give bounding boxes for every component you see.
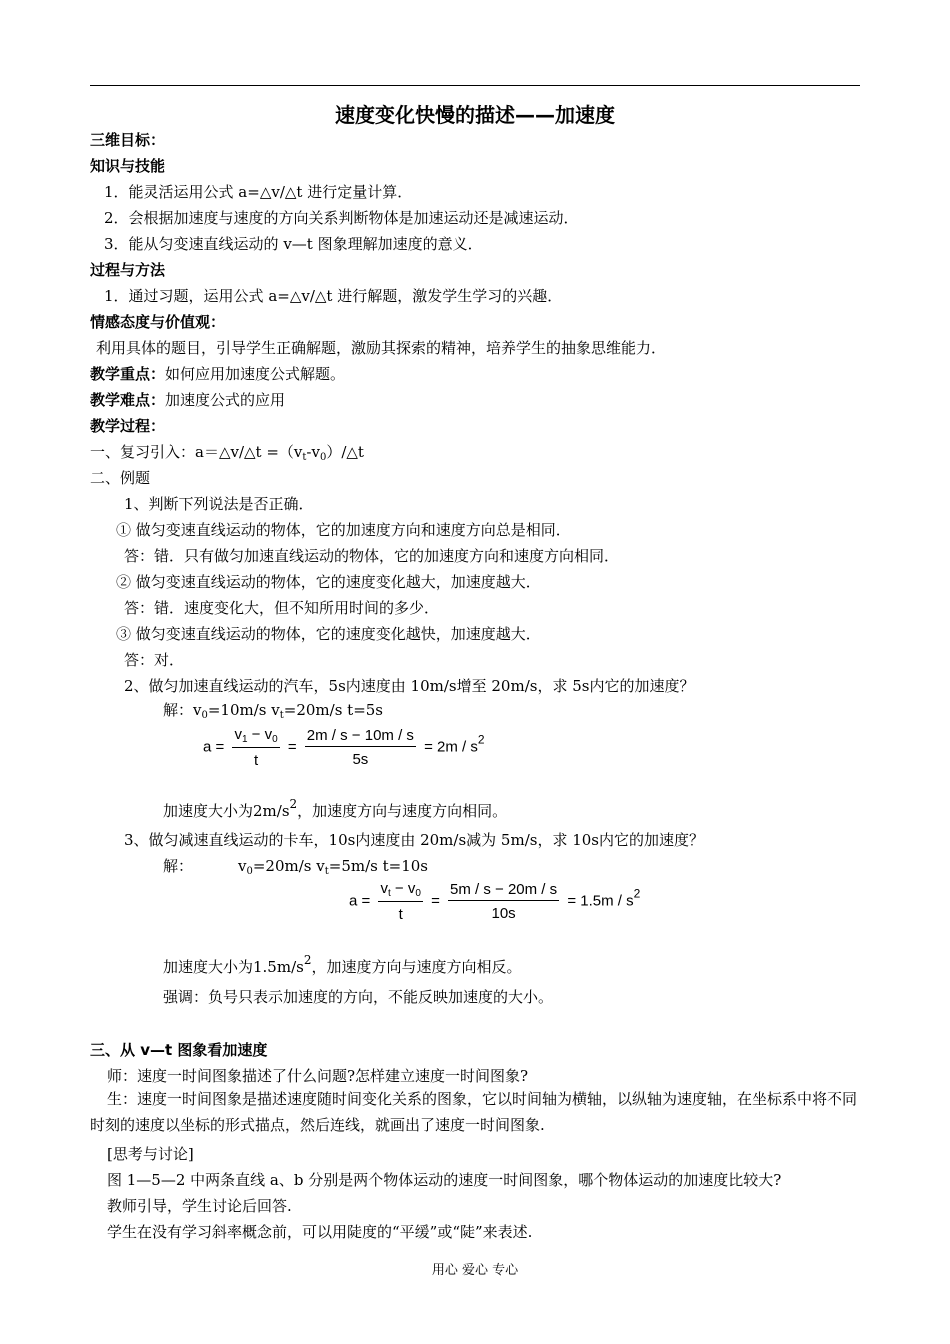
ex2-num1-v: v <box>234 726 242 743</box>
ex2-fraction-1-denominator: t <box>253 752 259 769</box>
ex2-formula <box>203 726 485 769</box>
page-footer: 用心 爱心 专心 <box>431 1263 519 1278</box>
emotion-heading: 情感态度与价值观： <box>90 313 226 331</box>
section3-figure-question: 图 1—5—2 中两条直线 a、b 分别是两个物体运动的速度一时间图象，哪个物体运动的加速度比较大? <box>107 1171 782 1189</box>
ex1-statement-2: ② 做匀变速直线运动的物体，它的速度变化越大，加速度越大． <box>116 573 541 591</box>
ex2-conclusion-post: ，加速度方向与速度方向相同。 <box>297 802 508 820</box>
ex2-formula-result-sup: 2 <box>477 732 485 747</box>
ex3-formula-equals: = <box>431 892 440 910</box>
ex2-conclusion <box>163 794 507 821</box>
ex3-conclusion <box>163 950 522 977</box>
key-point-label: 教学重点： <box>90 365 166 383</box>
ex1-question: 1、判断下列说法是否正确． <box>124 495 314 513</box>
process-heading: 过程与方法 <box>90 261 166 279</box>
ex2-fraction-1-numerator <box>232 726 279 748</box>
knowledge-item-3: 3．能从匀变速直线运动的 v—t 图象理解加速度的意义． <box>104 235 483 253</box>
review-mid: -v <box>306 443 320 461</box>
ex3-emphasis: 强调：负号只表示加速度的方向，不能反映加速度的大小。 <box>163 988 554 1006</box>
knowledge-item-2: 2．会根据加速度与速度的方向关系判断物体是加速运动还是减速运动． <box>104 209 579 227</box>
emotion-text: 利用具体的题目，引导学生正确解题，激励其探索的精神，培养学生的抽象思维能力． <box>96 339 667 357</box>
ex2-given <box>163 700 383 726</box>
section3-slope: 学生在没有学习斜率概念前，可以用陡度的“平缓”或“陡”来表述. <box>107 1223 533 1241</box>
ex2-formula-equals: = <box>287 738 297 756</box>
ex2-num1-rest: − v <box>247 726 273 743</box>
ex3-formula-result-sup: 2 <box>633 886 641 901</box>
ex3-formula-lhs: a = <box>349 892 371 910</box>
ex2-given-prefix: 解：v <box>163 701 202 719</box>
ex3-question: 3、做匀减速直线运动的卡车，10s内速度由 20m/s减为 5m/s，求 10s内它的加速度？ <box>124 831 705 849</box>
process-item-1: 1．通过习题，运用公式 a=△v/△t 进行解题，激发学生学习的兴趣． <box>104 287 563 305</box>
ex1-statement-3: ③ 做匀变速直线运动的物体，它的速度变化越快，加速度越大． <box>116 625 541 643</box>
ex1-answer-3: 答：对． <box>124 651 185 669</box>
review-prefix: 一、复习引入：a＝△v/△t =（v <box>90 443 303 461</box>
ex3-conclusion-sup: 2 <box>303 953 312 967</box>
section3-guide: 教师引导，学生讨论后回答. <box>107 1197 292 1215</box>
ex3-formula-result: = 1.5m / s <box>567 892 634 910</box>
ex3-num1-sub2: 0 <box>415 888 421 899</box>
ex3-given-end: =5m/s t=10s <box>328 857 429 875</box>
examples-heading: 二、例题 <box>90 469 151 487</box>
ex2-num1-sub: 1 <box>241 734 248 745</box>
goals-heading: 三维目标： <box>90 131 166 149</box>
ex3-num1-sub: t <box>387 888 391 899</box>
ex3-fraction-2-numerator: 5m / s − 20m / s <box>448 881 559 901</box>
difficulty <box>90 390 285 410</box>
ex2-conclusion-sup: 2 <box>289 797 298 811</box>
ex3-fraction-1 <box>378 880 422 923</box>
ex3-fraction-2-denominator: 10s <box>491 905 516 922</box>
teaching-process-heading: 教学过程： <box>90 417 166 435</box>
section3-student: 生：速度一时间图象是描述速度随时间变化关系的图象，它以时间轴为横轴，以纵轴为速度轴，在坐标系中将不同时刻的速度以坐标的形式描点，然后连线，就画出了速度一时间图象. <box>90 1090 858 1134</box>
ex2-formula-lhs: a = <box>203 738 225 756</box>
review-suffix: ）/△t <box>326 443 364 461</box>
difficulty-label: 教学难点： <box>90 391 166 409</box>
ex2-given-end: =20m/s t=5s <box>283 701 384 719</box>
ex2-given-subt: t <box>279 710 284 721</box>
ex3-num1-v: v <box>380 880 388 897</box>
ex2-given-mid: =10m/s v <box>207 701 280 719</box>
ex3-given-label: 解： <box>163 857 194 875</box>
ex3-conclusion-pre: 加速度大小为1.5m/s <box>163 958 304 976</box>
ex2-fraction-2-numerator: 2m / s − 10m / s <box>305 727 416 747</box>
ex3-given-v: v <box>238 857 247 875</box>
review-sub-0: 0 <box>319 452 327 463</box>
ex2-conclusion-pre: 加速度大小为2m/s <box>163 802 290 820</box>
ex1-statement-1: ① 做匀变速直线运动的物体，它的加速度方向和速度方向总是相同． <box>116 521 571 539</box>
ex2-question: 2、做匀加速直线运动的汽车，5s内速度由 10m/s增至 20m/s，求 5s内它的加速度？ <box>124 677 695 695</box>
ex1-answer-1: 答：错．只有做匀加速直线运动的物体，它的加速度方向和速度方向相同． <box>124 547 620 565</box>
ex3-given-mid: =20m/s v <box>252 857 325 875</box>
ex3-fraction-1-denominator: t <box>398 906 403 923</box>
ex3-conclusion-post: ，加速度方向与速度方向相反。 <box>311 958 522 976</box>
key-point-text: 如何应用加速度公式解题。 <box>165 365 346 383</box>
review-intro <box>90 442 364 468</box>
ex2-num1-sub2: 0 <box>272 734 278 745</box>
ex3-fraction-2 <box>448 881 559 922</box>
ex2-fraction-2-denominator: 5s <box>352 751 369 768</box>
section3-teacher: 师：速度一时间图象描述了什么问题?怎样建立速度一时间图象? <box>107 1067 529 1085</box>
ex3-given <box>238 856 428 882</box>
ex3-given-subt: t <box>324 866 329 877</box>
header-rule <box>90 85 860 86</box>
ex3-num1-rest: − v <box>390 880 416 897</box>
page-title: 速度变化快慢的描述——加速度 <box>335 103 615 127</box>
ex2-formula-result: = 2m / s <box>424 738 478 756</box>
ex3-formula <box>349 880 640 923</box>
ex3-fraction-1-numerator <box>378 880 422 902</box>
key-point <box>90 364 345 384</box>
review-sub-t: t <box>302 452 307 463</box>
section3-heading: 三、从 v—t 图象看加速度 <box>90 1041 268 1059</box>
ex2-fraction-2 <box>305 727 416 768</box>
ex2-fraction-1 <box>232 726 279 769</box>
ex2-given-sub0: 0 <box>201 710 208 721</box>
knowledge-heading: 知识与技能 <box>90 157 166 175</box>
ex3-given-sub0: 0 <box>246 866 253 877</box>
knowledge-item-1: 1．能灵活运用公式 a=△v/△t 进行定量计算． <box>104 183 413 201</box>
difficulty-text: 加速度公式的应用 <box>165 391 286 409</box>
ex1-answer-2: 答：错．速度变化大，但不知所用时间的多少． <box>124 599 440 617</box>
section3-discuss: [思考与讨论] <box>107 1145 194 1163</box>
